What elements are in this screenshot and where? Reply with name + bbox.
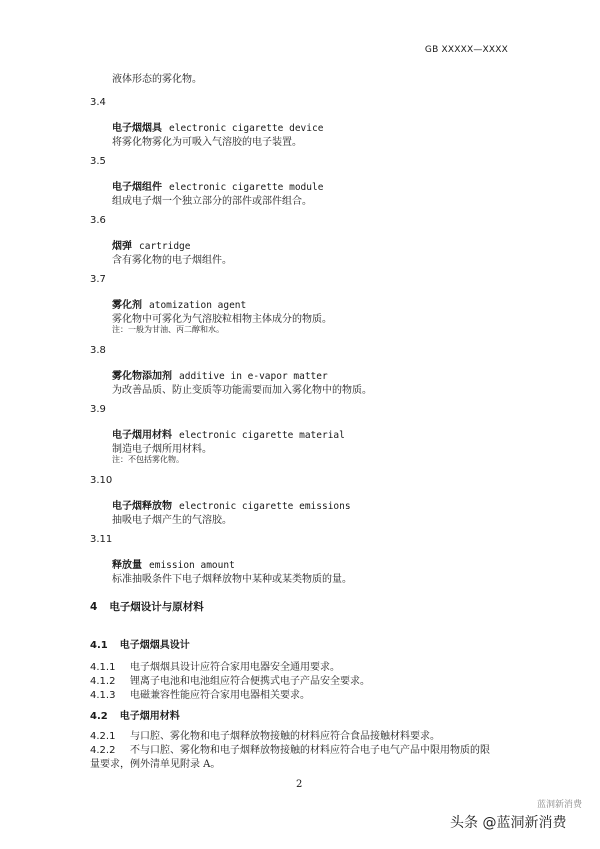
term-en: cartridge: [139, 241, 191, 252]
subsection-title: 电子烟用材料: [119, 711, 180, 722]
intro-line: 液体形态的雾化物。: [112, 74, 202, 85]
term-heading: [112, 178, 323, 193]
subsection-title: 电子烟烟具设计: [119, 640, 190, 651]
term-number: 3.5: [90, 156, 106, 167]
term-zh: 释放量: [112, 560, 142, 571]
term-definition: 为改善品质、防止变质等功能需要而加入雾化物中的物质。: [112, 385, 372, 396]
term-en: emission amount: [149, 560, 235, 571]
term-note: 注：不包括雾化物。: [112, 455, 184, 464]
term-zh: 雾化物添加剂: [112, 371, 172, 382]
section-title: 电子烟设计与原材料: [109, 601, 204, 613]
term-en: electronic cigarette emissions: [179, 501, 351, 512]
standard-code: GB XXXXX—XXXX: [424, 45, 508, 55]
term-en: atomization agent: [149, 300, 247, 311]
term-number: 3.10: [90, 475, 113, 486]
page-number: 2: [296, 779, 303, 790]
term-zh: 电子烟用材料: [112, 430, 172, 441]
term-zh: 电子烟烟具: [112, 123, 162, 134]
term-heading: [112, 367, 328, 382]
term-zh: 烟弹: [112, 241, 132, 252]
term-definition: 含有雾化物的电子烟组件。: [112, 255, 232, 266]
subsection-heading: [90, 707, 180, 722]
term-definition: 雾化物中可雾化为气溶胶粒相物主体成分的物质。: [112, 314, 332, 325]
watermark: 头条 @蓝洞新消费: [450, 815, 567, 831]
term-heading: [112, 426, 345, 441]
term-heading: [112, 296, 246, 311]
term-heading: [112, 556, 235, 571]
term-definition: 将雾化物雾化为可吸入气溶胶的电子装置。: [112, 137, 302, 148]
term-number: 3.4: [90, 97, 106, 108]
subsection-number: 4.2: [90, 711, 108, 722]
term-number: 3.8: [90, 345, 106, 356]
term-note: 注：一般为甘油、丙二醇和水。: [112, 325, 224, 334]
clause-number: 4.2.2: [90, 745, 116, 756]
term-heading: [112, 497, 351, 512]
clause-text: 与口腔、雾化物和电子烟释放物接触的材料应符合食品接触材料要求。: [130, 731, 440, 742]
term-definition: 组成电子烟一个独立部分的部件或部件组合。: [112, 196, 312, 207]
clause: [90, 658, 340, 673]
clause-number: 4.1.1: [90, 662, 116, 673]
clause: [90, 686, 310, 701]
section-heading: [90, 599, 204, 614]
term-number: 3.11: [90, 534, 113, 545]
clause-number: 4.1.3: [90, 690, 116, 701]
clause-text: 电磁兼容性能应符合家用电器相关要求。: [130, 690, 310, 701]
subsection-number: 4.1: [90, 640, 108, 651]
clause: [90, 672, 370, 687]
clause: [90, 741, 490, 756]
term-en: electronic cigarette module: [169, 182, 324, 193]
term-zh: 电子烟组件: [112, 182, 162, 193]
term-zh: 雾化剂: [112, 300, 142, 311]
term-en: electronic cigarette material: [179, 430, 345, 441]
clause-text: 不与口腔、雾化物和电子烟释放物接触的材料应符合电子电气产品中限用物质的限: [130, 745, 490, 756]
clause-continuation: 量要求，例外清单见附录 A。: [90, 759, 221, 770]
term-number: 3.6: [90, 215, 106, 226]
term-definition: 标准抽吸条件下电子烟释放物中某种或某类物质的量。: [112, 574, 352, 585]
term-heading: [112, 237, 190, 252]
clause-text: 电子烟烟具设计应符合家用电器安全通用要求。: [130, 662, 340, 673]
clause-number: 4.2.1: [90, 731, 116, 742]
term-en: electronic cigarette device: [169, 123, 324, 134]
clause-number: 4.1.2: [90, 676, 116, 687]
term-definition: 制造电子烟所用材料。: [112, 444, 212, 455]
term-heading: [112, 119, 323, 134]
section-number: 4: [90, 601, 98, 613]
clause-text: 锂离子电池和电池组应符合便携式电子产品安全要求。: [130, 676, 370, 687]
term-en: additive in e-vapor matter: [179, 371, 328, 382]
term-definition: 抽吸电子烟产生的气溶胶。: [112, 515, 232, 526]
term-zh: 电子烟释放物: [112, 501, 172, 512]
subsection-heading: [90, 636, 190, 651]
clause: [90, 727, 440, 742]
term-number: 3.7: [90, 274, 106, 285]
term-number: 3.9: [90, 404, 106, 415]
watermark-logo: 蓝洞新消费: [537, 800, 583, 810]
